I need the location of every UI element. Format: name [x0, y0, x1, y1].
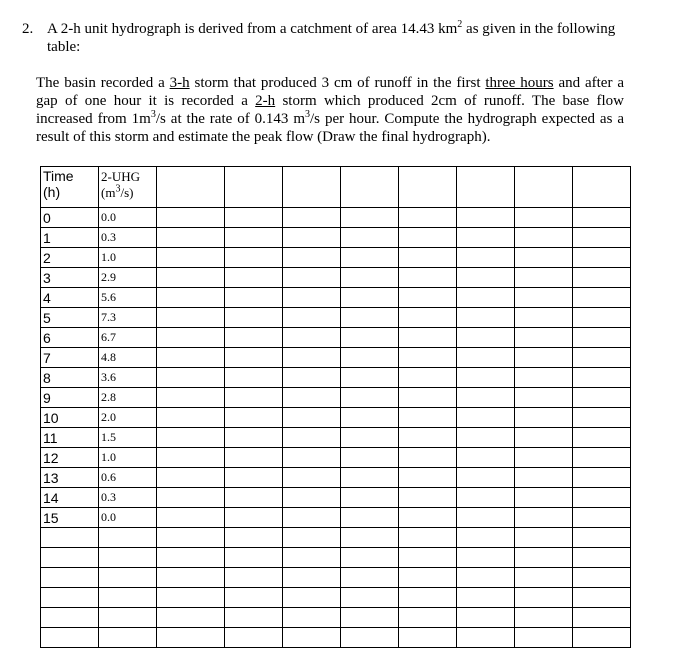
empty-cell: [457, 208, 515, 228]
empty-cell: [341, 508, 399, 528]
empty-cell: [399, 408, 457, 428]
flow-unit-superscript-1: 3: [150, 109, 156, 120]
time-cell: [41, 548, 99, 568]
empty-cell: [515, 208, 573, 228]
empty-cell: [157, 608, 225, 628]
time-cell: 4: [41, 288, 99, 308]
empty-cell: [399, 468, 457, 488]
table-row: [41, 408, 631, 428]
empty-cell: [399, 328, 457, 348]
uhg-cell: 0.3: [99, 488, 157, 508]
flow-unit-superscript-2: 3: [305, 109, 311, 120]
empty-cell: [157, 428, 225, 448]
hydrograph-table: [40, 166, 631, 648]
empty-cell: [399, 248, 457, 268]
empty-cell: [515, 428, 573, 448]
empty-cell: [399, 588, 457, 608]
problem-statement: [36, 74, 624, 146]
empty-cell: [225, 608, 283, 628]
table-row: [41, 428, 631, 448]
uhg-cell: [99, 588, 157, 608]
empty-cell: [457, 588, 515, 608]
empty-cell: [341, 167, 399, 208]
empty-cell: [341, 348, 399, 368]
empty-cell: [515, 448, 573, 468]
empty-cell: [515, 608, 573, 628]
problem-text-3: and after a gap of one hour it is recorded a: [36, 75, 624, 109]
empty-cell: [341, 448, 399, 468]
uhg-cell: [99, 568, 157, 588]
uhg-cell: [99, 608, 157, 628]
empty-cell: [283, 548, 341, 568]
empty-cell: [399, 228, 457, 248]
empty-cell: [283, 588, 341, 608]
empty-cell: [457, 348, 515, 368]
empty-cell: [283, 528, 341, 548]
empty-cell: [225, 488, 283, 508]
empty-cell: [515, 548, 573, 568]
time-cell: 9: [41, 388, 99, 408]
empty-cell: [157, 268, 225, 288]
time-cell: 8: [41, 368, 99, 388]
empty-cell: [399, 268, 457, 288]
uhg-header-label: 2-UHG: [101, 169, 140, 184]
empty-cell: [225, 568, 283, 588]
uhg-cell: 3.6: [99, 368, 157, 388]
empty-cell: [225, 248, 283, 268]
uhg-header-unit-start: (m: [101, 185, 116, 200]
empty-cell: [515, 588, 573, 608]
empty-cell: [225, 428, 283, 448]
empty-cell: [225, 288, 283, 308]
empty-cell: [225, 228, 283, 248]
empty-cell: [399, 348, 457, 368]
empty-cell: [457, 248, 515, 268]
time-header-label: Time: [43, 168, 74, 184]
uhg-cell: 2.8: [99, 388, 157, 408]
empty-cell: [341, 468, 399, 488]
time-cell: [41, 528, 99, 548]
table-row: [41, 448, 631, 468]
empty-cell: [225, 388, 283, 408]
time-cell: 6: [41, 328, 99, 348]
empty-cell: [573, 588, 631, 608]
uhg-cell: 4.8: [99, 348, 157, 368]
empty-cell: [283, 428, 341, 448]
empty-cell: [515, 528, 573, 548]
empty-cell: [457, 167, 515, 208]
empty-cell: [573, 167, 631, 208]
empty-cell: [157, 528, 225, 548]
empty-cell: [515, 468, 573, 488]
table-row: [41, 328, 631, 348]
empty-cell: [225, 308, 283, 328]
empty-cell: [573, 608, 631, 628]
empty-cell: [283, 248, 341, 268]
uhg-cell: 1.5: [99, 428, 157, 448]
table-row: [41, 268, 631, 288]
table-row: [41, 528, 631, 548]
empty-cell: [457, 308, 515, 328]
empty-cell: [573, 568, 631, 588]
empty-cell: [341, 528, 399, 548]
empty-cell: [341, 268, 399, 288]
empty-cell: [457, 328, 515, 348]
empty-cell: [457, 548, 515, 568]
uhg-header-unit-superscript: 3: [115, 183, 121, 195]
empty-cell: [399, 368, 457, 388]
empty-cell: [399, 208, 457, 228]
empty-cell: [283, 328, 341, 348]
empty-cell: [225, 328, 283, 348]
time-cell: 13: [41, 468, 99, 488]
empty-cell: [283, 268, 341, 288]
empty-cell: [283, 308, 341, 328]
empty-cell: [457, 408, 515, 428]
empty-cell: [157, 468, 225, 488]
empty-cell: [157, 348, 225, 368]
empty-cell: [283, 208, 341, 228]
table-row: [41, 288, 631, 308]
empty-cell: [225, 348, 283, 368]
empty-cell: [341, 628, 399, 648]
time-cell: 3: [41, 268, 99, 288]
empty-cell: [399, 167, 457, 208]
empty-cell: [573, 508, 631, 528]
empty-cell: [341, 568, 399, 588]
empty-cell: [573, 348, 631, 368]
empty-cell: [573, 408, 631, 428]
empty-cell: [457, 428, 515, 448]
empty-cell: [225, 528, 283, 548]
table-row: [41, 508, 631, 528]
empty-cell: [157, 588, 225, 608]
empty-cell: [157, 288, 225, 308]
uhg-cell: [99, 628, 157, 648]
table-row: [41, 308, 631, 328]
table-row: [41, 368, 631, 388]
problem-text-1: The basin recorded a: [36, 75, 170, 91]
empty-cell: [225, 408, 283, 428]
table-row: [41, 628, 631, 648]
area-unit-superscript: 2: [457, 19, 463, 30]
empty-cell: [157, 508, 225, 528]
empty-cell: [457, 568, 515, 588]
empty-cell: [157, 368, 225, 388]
empty-cell: [157, 228, 225, 248]
empty-cell: [515, 348, 573, 368]
empty-cell: [283, 228, 341, 248]
empty-cell: [341, 408, 399, 428]
uhg-cell: [99, 548, 157, 568]
time-header-unit: (h): [43, 184, 61, 200]
empty-cell: [399, 508, 457, 528]
empty-cell: [573, 428, 631, 448]
empty-cell: [515, 308, 573, 328]
empty-cell: [225, 508, 283, 528]
table-row: [41, 348, 631, 368]
empty-cell: [457, 448, 515, 468]
question-intro-text: A 2-h unit hydrograph is derived from a catchment of area 14.43 km: [47, 21, 458, 37]
empty-cell: [341, 608, 399, 628]
empty-cell: [157, 308, 225, 328]
uhg-cell: 5.6: [99, 288, 157, 308]
question-number: 2.: [22, 21, 34, 37]
time-cell: 15: [41, 508, 99, 528]
empty-cell: [341, 248, 399, 268]
empty-cell: [399, 628, 457, 648]
empty-cell: [573, 228, 631, 248]
empty-cell: [283, 508, 341, 528]
uhg-cell: 2.9: [99, 268, 157, 288]
time-cell: 11: [41, 428, 99, 448]
empty-cell: [225, 208, 283, 228]
empty-cell: [283, 568, 341, 588]
empty-cell: [573, 288, 631, 308]
empty-cell: [341, 308, 399, 328]
empty-cell: [573, 248, 631, 268]
uhg-header-unit-end: /s): [120, 185, 134, 200]
empty-cell: [399, 568, 457, 588]
empty-cell: [157, 248, 225, 268]
table-row: [41, 548, 631, 568]
empty-cell: [341, 548, 399, 568]
problem-text-2: storm that produced 3 cm of runoff in the first: [189, 75, 486, 91]
uhg-header: [99, 167, 157, 208]
empty-cell: [341, 488, 399, 508]
uhg-cell: 0.0: [99, 208, 157, 228]
question-intro: [47, 20, 637, 56]
empty-cell: [283, 608, 341, 628]
empty-cell: [341, 388, 399, 408]
empty-cell: [515, 628, 573, 648]
empty-cell: [341, 428, 399, 448]
empty-cell: [573, 268, 631, 288]
time-cell: [41, 628, 99, 648]
empty-cell: [399, 308, 457, 328]
time-cell: 5: [41, 308, 99, 328]
empty-cell: [573, 488, 631, 508]
time-cell: 2: [41, 248, 99, 268]
empty-cell: [157, 167, 225, 208]
empty-cell: [283, 348, 341, 368]
empty-cell: [515, 408, 573, 428]
empty-cell: [399, 388, 457, 408]
uhg-cell: 1.0: [99, 448, 157, 468]
empty-cell: [157, 568, 225, 588]
time-header: [41, 167, 99, 208]
empty-cell: [283, 388, 341, 408]
uhg-cell: 1.0: [99, 248, 157, 268]
time-cell: 1: [41, 228, 99, 248]
empty-cell: [283, 368, 341, 388]
empty-cell: [573, 208, 631, 228]
time-cell: [41, 608, 99, 628]
empty-cell: [515, 508, 573, 528]
time-cell: 0: [41, 208, 99, 228]
empty-cell: [573, 328, 631, 348]
storm-duration-1: 3-h: [169, 75, 190, 91]
table-header-row: [41, 167, 631, 208]
empty-cell: [157, 548, 225, 568]
uhg-cell: 0.6: [99, 468, 157, 488]
empty-cell: [225, 448, 283, 468]
empty-cell: [399, 448, 457, 468]
empty-cell: [457, 508, 515, 528]
empty-cell: [399, 528, 457, 548]
empty-cell: [515, 268, 573, 288]
empty-cell: [399, 488, 457, 508]
empty-cell: [515, 388, 573, 408]
time-cell: 14: [41, 488, 99, 508]
empty-cell: [341, 288, 399, 308]
empty-cell: [457, 528, 515, 548]
empty-cell: [399, 428, 457, 448]
empty-cell: [341, 588, 399, 608]
empty-cell: [457, 628, 515, 648]
empty-cell: [573, 448, 631, 468]
empty-cell: [457, 388, 515, 408]
empty-cell: [225, 368, 283, 388]
empty-cell: [457, 288, 515, 308]
empty-cell: [341, 368, 399, 388]
empty-cell: [157, 388, 225, 408]
empty-cell: [457, 488, 515, 508]
table-row: [41, 488, 631, 508]
table-row: [41, 608, 631, 628]
empty-cell: [457, 228, 515, 248]
empty-cell: [157, 208, 225, 228]
time-cell: [41, 588, 99, 608]
problem-text-4: storm which produced 2cm of runoff. The base flow increased from 1m: [36, 93, 624, 127]
empty-cell: [515, 248, 573, 268]
empty-cell: [399, 548, 457, 568]
empty-cell: [573, 468, 631, 488]
empty-cell: [157, 408, 225, 428]
empty-cell: [573, 368, 631, 388]
time-cell: [41, 568, 99, 588]
empty-cell: [573, 628, 631, 648]
uhg-cell: 0.0: [99, 508, 157, 528]
empty-cell: [399, 288, 457, 308]
empty-cell: [225, 268, 283, 288]
empty-cell: [573, 388, 631, 408]
table-row: [41, 568, 631, 588]
table-row: [41, 388, 631, 408]
uhg-cell: 6.7: [99, 328, 157, 348]
empty-cell: [515, 488, 573, 508]
empty-cell: [225, 548, 283, 568]
empty-cell: [341, 328, 399, 348]
empty-cell: [457, 368, 515, 388]
empty-cell: [341, 208, 399, 228]
empty-cell: [283, 167, 341, 208]
table-row: [41, 208, 631, 228]
empty-cell: [457, 468, 515, 488]
empty-cell: [573, 308, 631, 328]
empty-cell: [225, 588, 283, 608]
problem-text-6: /s per hour. Compute the hydrograph expected as a result of this storm and estimate the peak flow (Draw the final hydrograph).: [36, 111, 625, 145]
empty-cell: [157, 488, 225, 508]
empty-cell: [283, 288, 341, 308]
question-intro-text-end: as given in the following table:: [47, 21, 616, 55]
empty-cell: [157, 448, 225, 468]
empty-cell: [515, 568, 573, 588]
table-row: [41, 248, 631, 268]
empty-cell: [283, 488, 341, 508]
storm-duration-2: 2-h: [255, 93, 276, 109]
empty-cell: [157, 628, 225, 648]
empty-cell: [283, 408, 341, 428]
empty-cell: [457, 608, 515, 628]
empty-cell: [515, 368, 573, 388]
uhg-cell: [99, 528, 157, 548]
empty-cell: [225, 167, 283, 208]
time-cell: 10: [41, 408, 99, 428]
empty-cell: [573, 528, 631, 548]
empty-cell: [573, 548, 631, 568]
empty-cell: [457, 268, 515, 288]
three-hours-phrase: three hours: [485, 75, 554, 91]
empty-cell: [399, 608, 457, 628]
empty-cell: [515, 167, 573, 208]
empty-cell: [515, 288, 573, 308]
empty-cell: [157, 328, 225, 348]
uhg-cell: 2.0: [99, 408, 157, 428]
time-cell: 12: [41, 448, 99, 468]
empty-cell: [283, 468, 341, 488]
empty-cell: [515, 228, 573, 248]
empty-cell: [341, 228, 399, 248]
uhg-cell: 0.3: [99, 228, 157, 248]
uhg-cell: 7.3: [99, 308, 157, 328]
empty-cell: [283, 628, 341, 648]
empty-cell: [515, 328, 573, 348]
problem-text-5: /s at the rate of 0.143 m: [155, 111, 306, 127]
time-cell: 7: [41, 348, 99, 368]
table-row: [41, 588, 631, 608]
empty-cell: [283, 448, 341, 468]
table-row: [41, 228, 631, 248]
empty-cell: [225, 468, 283, 488]
table-row: [41, 468, 631, 488]
empty-cell: [225, 628, 283, 648]
